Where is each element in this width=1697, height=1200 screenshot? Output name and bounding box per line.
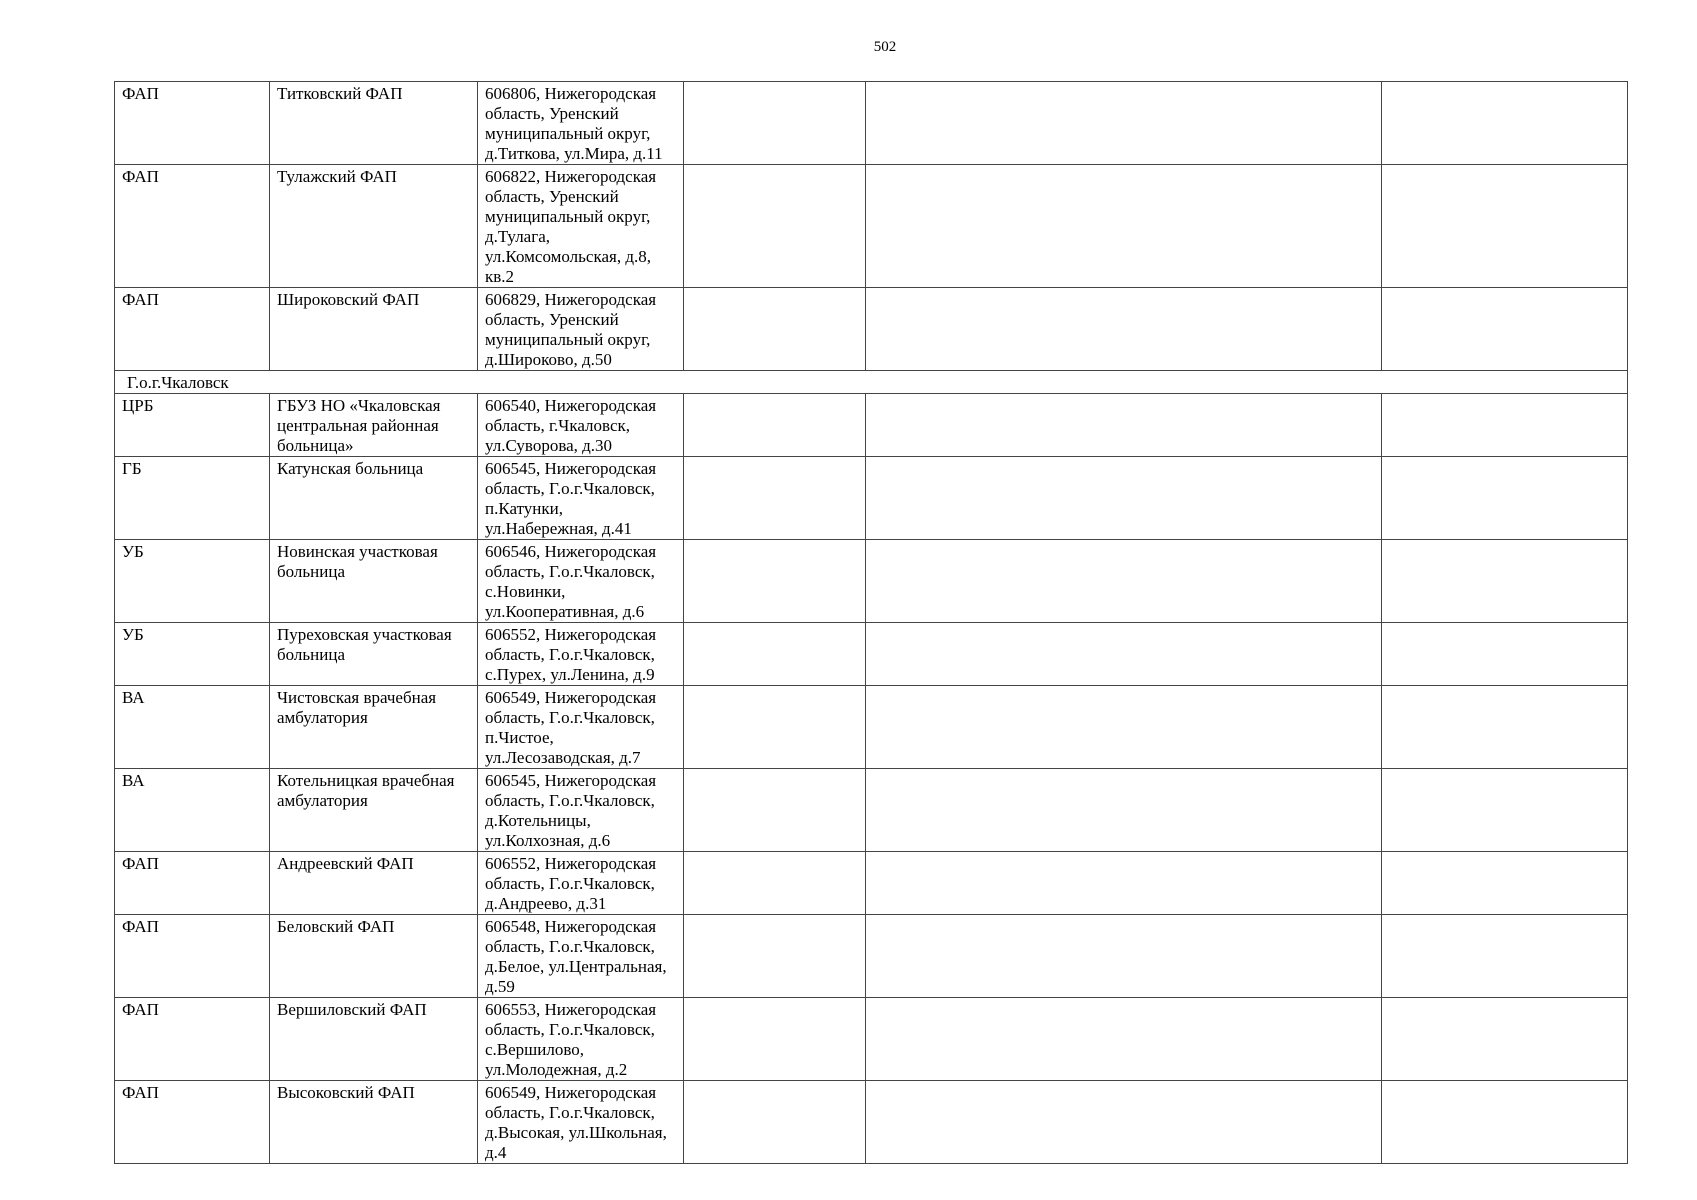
facility-name-cell xyxy=(270,540,478,623)
address-cell-line: 606546, Нижегородская xyxy=(485,542,657,561)
address-cell-line: 606545, Нижегородская xyxy=(485,459,657,478)
address-cell xyxy=(478,1081,684,1164)
empty-cell-5 xyxy=(866,1081,1382,1164)
empty-cell-4 xyxy=(684,394,866,457)
table-row xyxy=(115,82,1628,165)
address-cell-line: область, Уренский xyxy=(485,104,619,123)
section-title: Г.о.г.Чкаловск xyxy=(115,371,1628,394)
address-cell-line: д.Широково, д.50 xyxy=(485,350,612,369)
facility-type-cell: ГБ xyxy=(115,457,270,540)
facility-type-cell: ФАП xyxy=(115,1081,270,1164)
table-row xyxy=(115,288,1628,371)
facility-name-cell xyxy=(270,769,478,852)
empty-cell-4 xyxy=(684,852,866,915)
address-cell-line: д.Андреево, д.31 xyxy=(485,894,607,913)
address-cell-line: область, Г.о.г.Чкаловск, xyxy=(485,937,655,956)
empty-cell-5 xyxy=(866,457,1382,540)
address-cell xyxy=(478,457,684,540)
address-cell-line: область, Г.о.г.Чкаловск, xyxy=(485,791,655,810)
empty-cell-6 xyxy=(1382,852,1628,915)
facility-name-cell-line: ГБУЗ НО «Чкаловская xyxy=(277,396,441,415)
facility-name-cell-line: Катунская больница xyxy=(277,459,424,478)
empty-cell-5 xyxy=(866,686,1382,769)
address-cell-line: 606549, Нижегородская xyxy=(485,1083,657,1102)
table-row xyxy=(115,457,1628,540)
empty-cell-4 xyxy=(684,540,866,623)
empty-cell-6 xyxy=(1382,165,1628,288)
facility-name-cell xyxy=(270,394,478,457)
address-cell-line: область, Г.о.г.Чкаловск, xyxy=(485,562,655,581)
facility-name-cell-line: Титковский ФАП xyxy=(277,84,403,103)
address-cell-line: область, г.Чкаловск, xyxy=(485,416,630,435)
address-cell-line: п.Катунки, xyxy=(485,499,563,518)
facility-name-cell xyxy=(270,915,478,998)
table-row xyxy=(115,540,1628,623)
empty-cell-5 xyxy=(866,998,1382,1081)
address-cell-line: область, Г.о.г.Чкаловск, xyxy=(485,874,655,893)
address-cell-line: п.Чистое, xyxy=(485,728,554,747)
address-cell-line: область, Уренский xyxy=(485,310,619,329)
address-cell-line: с.Новинки, xyxy=(485,582,566,601)
empty-cell-4 xyxy=(684,1081,866,1164)
table-row xyxy=(115,769,1628,852)
empty-cell-4 xyxy=(684,165,866,288)
address-cell-line: область, Уренский xyxy=(485,187,619,206)
table-body xyxy=(115,82,1628,1164)
empty-cell-4 xyxy=(684,686,866,769)
table-row xyxy=(115,623,1628,686)
address-cell-line: 606829, Нижегородская xyxy=(485,290,657,309)
address-cell-line: 606553, Нижегородская xyxy=(485,1000,657,1019)
address-cell xyxy=(478,165,684,288)
facility-type-cell: ЦРБ xyxy=(115,394,270,457)
facility-name-cell-line: Пуреховская участковая xyxy=(277,625,452,644)
empty-cell-4 xyxy=(684,998,866,1081)
facility-name-cell xyxy=(270,998,478,1081)
empty-cell-5 xyxy=(866,915,1382,998)
address-cell-line: д.Белое, ул.Центральная, xyxy=(485,957,667,976)
empty-cell-5 xyxy=(866,852,1382,915)
address-cell-line: ул.Кооперативная, д.6 xyxy=(485,602,645,621)
table-row xyxy=(115,998,1628,1081)
address-cell-line: кв.2 xyxy=(485,267,515,286)
facility-name-cell-line: центральная районная xyxy=(277,416,439,435)
address-cell xyxy=(478,852,684,915)
address-cell-line: 606806, Нижегородская xyxy=(485,84,657,103)
empty-cell-6 xyxy=(1382,915,1628,998)
address-cell-line: 606552, Нижегородская xyxy=(485,854,657,873)
address-cell-line: область, Г.о.г.Чкаловск, xyxy=(485,479,655,498)
facility-table xyxy=(114,81,1628,1164)
address-cell-line: 606549, Нижегородская xyxy=(485,688,657,707)
empty-cell-4 xyxy=(684,82,866,165)
facility-name-cell-line: Чистовская врачебная xyxy=(277,688,437,707)
address-cell-line: д.Титкова, ул.Мира, д.11 xyxy=(485,144,663,163)
empty-cell-4 xyxy=(684,769,866,852)
facility-type-cell: ФАП xyxy=(115,165,270,288)
facility-name-cell-line: Тулажский ФАП xyxy=(277,167,397,186)
facility-type-cell: ФАП xyxy=(115,915,270,998)
address-cell xyxy=(478,686,684,769)
empty-cell-4 xyxy=(684,623,866,686)
address-cell xyxy=(478,288,684,371)
facility-name-cell xyxy=(270,1081,478,1164)
empty-cell-5 xyxy=(866,288,1382,371)
address-cell-line: д.Высокая, ул.Школьная, xyxy=(485,1123,667,1142)
empty-cell-6 xyxy=(1382,686,1628,769)
address-cell-line: 606545, Нижегородская xyxy=(485,771,657,790)
page-number: 502 xyxy=(873,39,897,55)
facility-name-cell-line: Высоковский ФАП xyxy=(277,1083,415,1102)
address-cell xyxy=(478,769,684,852)
facility-type-cell: ВА xyxy=(115,686,270,769)
address-cell-line: область, Г.о.г.Чкаловск, xyxy=(485,708,655,727)
empty-cell-4 xyxy=(684,457,866,540)
facility-name-cell xyxy=(270,288,478,371)
facility-name-cell xyxy=(270,457,478,540)
empty-cell-5 xyxy=(866,623,1382,686)
address-cell-line: муниципальный округ, xyxy=(485,330,651,349)
address-cell-line: 606552, Нижегородская xyxy=(485,625,657,644)
empty-cell-5 xyxy=(866,165,1382,288)
address-cell xyxy=(478,998,684,1081)
empty-cell-5 xyxy=(866,769,1382,852)
address-cell-line: ул.Комсомольская, д.8, xyxy=(485,247,651,266)
address-cell-line: 606540, Нижегородская xyxy=(485,396,657,415)
empty-cell-6 xyxy=(1382,394,1628,457)
address-cell-line: д.59 xyxy=(485,977,515,996)
facility-name-cell-line: Котельницкая врачебная xyxy=(277,771,455,790)
empty-cell-6 xyxy=(1382,82,1628,165)
facility-type-cell: ВА xyxy=(115,769,270,852)
address-cell-line: ул.Набережная, д.41 xyxy=(485,519,632,538)
facility-type-cell: ФАП xyxy=(115,852,270,915)
address-cell-line: 606548, Нижегородская xyxy=(485,917,657,936)
address-cell-line: область, Г.о.г.Чкаловск, xyxy=(485,1020,655,1039)
table-row xyxy=(115,394,1628,457)
address-cell-line: 606822, Нижегородская xyxy=(485,167,657,186)
address-cell-line: ул.Суворова, д.30 xyxy=(485,436,613,455)
empty-cell-6 xyxy=(1382,457,1628,540)
facility-name-cell xyxy=(270,165,478,288)
empty-cell-6 xyxy=(1382,540,1628,623)
facility-type-cell: УБ xyxy=(115,623,270,686)
address-cell xyxy=(478,540,684,623)
facility-name-cell xyxy=(270,686,478,769)
facility-name-cell-line: больница xyxy=(277,562,345,581)
address-cell-line: д.Тулага, xyxy=(485,227,550,246)
empty-cell-6 xyxy=(1382,623,1628,686)
address-cell-line: с.Пурех, ул.Ленина, д.9 xyxy=(485,665,655,684)
address-cell-line: ул.Лесозаводская, д.7 xyxy=(485,748,641,767)
address-cell xyxy=(478,623,684,686)
empty-cell-6 xyxy=(1382,288,1628,371)
address-cell-line: с.Вершилово, xyxy=(485,1040,585,1059)
facility-name-cell-line: Андреевский ФАП xyxy=(277,854,414,873)
address-cell-line: муниципальный округ, xyxy=(485,207,651,226)
empty-cell-4 xyxy=(684,288,866,371)
empty-cell-5 xyxy=(866,540,1382,623)
address-cell xyxy=(478,915,684,998)
section-row xyxy=(115,371,1628,394)
address-cell-line: область, Г.о.г.Чкаловск, xyxy=(485,1103,655,1122)
facility-name-cell xyxy=(270,82,478,165)
empty-cell-5 xyxy=(866,82,1382,165)
table-row xyxy=(115,1081,1628,1164)
address-cell-line: ул.Колхозная, д.6 xyxy=(485,831,611,850)
empty-cell-5 xyxy=(866,394,1382,457)
facility-type-cell: ФАП xyxy=(115,82,270,165)
empty-cell-6 xyxy=(1382,769,1628,852)
empty-cell-4 xyxy=(684,915,866,998)
facility-name-cell xyxy=(270,852,478,915)
facility-name-cell-line: больница» xyxy=(277,436,354,455)
facility-type-cell: ФАП xyxy=(115,998,270,1081)
facility-name-cell-line: амбулатория xyxy=(277,708,368,727)
facility-type-cell: ФАП xyxy=(115,288,270,371)
facility-type-cell: УБ xyxy=(115,540,270,623)
facility-name-cell xyxy=(270,623,478,686)
table-row xyxy=(115,915,1628,998)
table-row xyxy=(115,852,1628,915)
facility-name-cell-line: Вершиловский ФАП xyxy=(277,1000,427,1019)
facility-name-cell-line: Беловский ФАП xyxy=(277,917,395,936)
address-cell-line: муниципальный округ, xyxy=(485,124,651,143)
address-cell-line: д.Котельницы, xyxy=(485,811,591,830)
facility-name-cell-line: больница xyxy=(277,645,345,664)
empty-cell-6 xyxy=(1382,1081,1628,1164)
facility-name-cell-line: амбулатория xyxy=(277,791,368,810)
address-cell-line: ул.Молодежная, д.2 xyxy=(485,1060,628,1079)
address-cell-line: область, Г.о.г.Чкаловск, xyxy=(485,645,655,664)
table-row xyxy=(115,686,1628,769)
facility-name-cell-line: Широковский ФАП xyxy=(277,290,420,309)
facility-name-cell-line: Новинская участковая xyxy=(277,542,438,561)
empty-cell-6 xyxy=(1382,998,1628,1081)
address-cell xyxy=(478,82,684,165)
table-row xyxy=(115,165,1628,288)
address-cell-line: д.4 xyxy=(485,1143,507,1162)
address-cell xyxy=(478,394,684,457)
